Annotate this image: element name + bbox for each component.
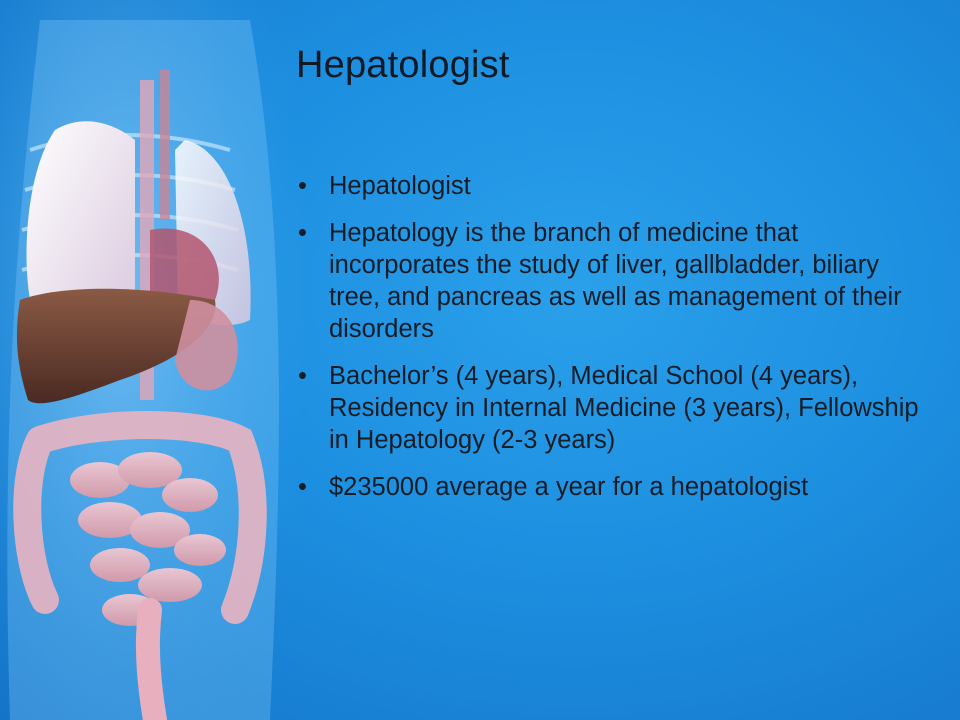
bullet-list bbox=[296, 170, 936, 518]
bullet-item bbox=[296, 217, 936, 345]
bullet-text: $235000 average a year for a hepatologist bbox=[329, 473, 809, 501]
bullet-dot-icon: • bbox=[298, 362, 307, 390]
bullet-item bbox=[296, 170, 936, 202]
bullet-item bbox=[296, 360, 936, 456]
bullet-text: Hepatology is the branch of medicine that incorporates the study of liver, gallbladder, biliary tree, and pancreas as well as management of their disorders bbox=[329, 219, 902, 343]
bullet-dot-icon: • bbox=[298, 219, 307, 247]
anatomy-illustration bbox=[0, 0, 300, 720]
slide-title: Hepatologist bbox=[296, 44, 510, 86]
bullet-dot-icon: • bbox=[298, 473, 307, 501]
bullet-item bbox=[296, 471, 936, 503]
bullet-dot-icon: • bbox=[298, 172, 307, 200]
bullet-text: Hepatologist bbox=[329, 172, 471, 200]
bullet-text: Bachelor’s (4 years), Medical School (4 years), Residency in Internal Medicine (3 years), Fellowship in Hepatology (2-3 years) bbox=[329, 362, 919, 454]
